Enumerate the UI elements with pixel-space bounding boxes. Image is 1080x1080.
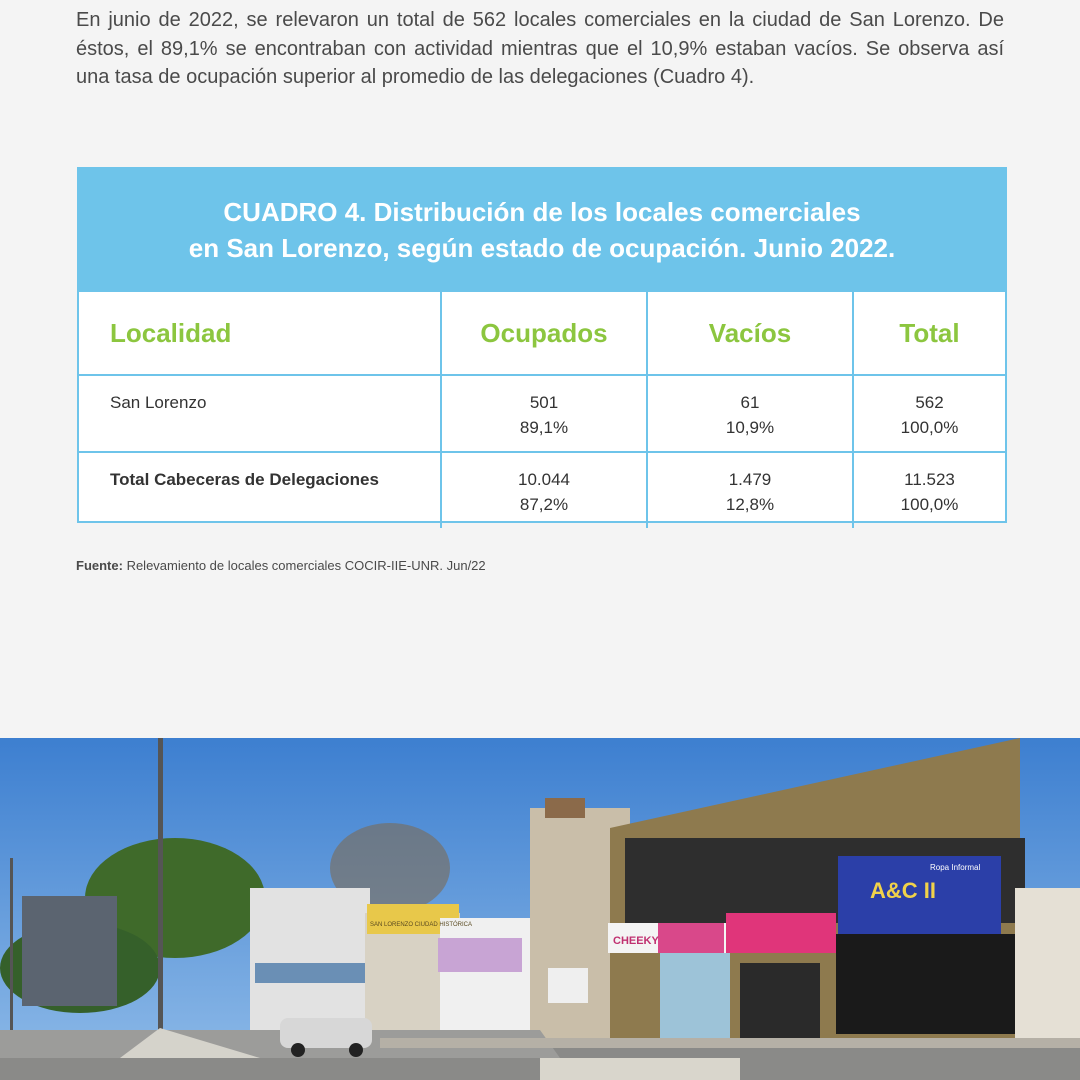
cell-value: 11.523 [904,470,955,489]
cell-percent: 100,0% [900,418,959,437]
cell-value: 1.479 [728,470,772,489]
shop-sign-ac2: A&C II [870,878,936,903]
cell-total [852,453,1005,528]
cell-ocupados [440,453,646,528]
cell-percent: 89,1% [519,418,569,437]
source-note [76,558,486,573]
header-ocupados: Ocupados [440,292,646,374]
shop-sign-ropa: Ropa Informal [930,863,981,872]
table-row [79,374,1005,451]
cell-localidad: San Lorenzo [110,393,207,412]
cell-value: 562 [915,393,944,412]
street-photo [0,738,1080,1080]
cell-percent: 100,0% [900,495,959,514]
sign-san-lorenzo: SAN LORENZO CIUDAD HISTÓRICA [370,922,473,928]
table-row [79,451,1005,528]
cell-value: 61 [740,393,760,412]
cell-value: 10.044 [518,470,570,489]
cell-vacios [646,376,852,451]
intro-paragraph: En junio de 2022, se relevaron un total de 562 locales comerciales en la ciudad de San Lorenzo. De éstos, el 89,1% se encontraban con actividad mientras que el 10,9% estaban vacíos. Se observa así una tasa de ocupación superior al promedio de las delegaciones (Cuadro 4). [76,9,1004,88]
header-localidad: Localidad [110,317,232,348]
source-label: Fuente: [76,558,123,573]
cell-total [852,376,1005,451]
cell-localidad: Total Cabeceras de Delegaciones [110,470,379,489]
header-vacios: Vacíos [646,292,852,374]
cell-vacios [646,453,852,528]
source-text: Relevamiento de locales comerciales COCIR-IIE-UNR. Jun/22 [122,558,486,573]
table-header-row [79,290,1005,374]
shop-sign-cheeky: CHEEKY [613,935,659,947]
cell-percent: 12,8% [725,495,775,514]
cell-ocupados [440,376,646,451]
table-title-line-2: en San Lorenzo, según estado de ocupación. Junio 2022. [188,232,896,263]
cell-value: 501 [529,393,559,412]
table-title [79,169,1005,290]
street-scene-image [0,738,1080,1080]
header-total: Total [852,292,1005,374]
cuadro-4-table [77,167,1007,523]
cell-percent: 10,9% [725,418,775,437]
cell-percent: 87,2% [519,495,569,514]
table-title-line-1: CUADRO 4. Distribución de los locales comerciales [223,196,861,227]
